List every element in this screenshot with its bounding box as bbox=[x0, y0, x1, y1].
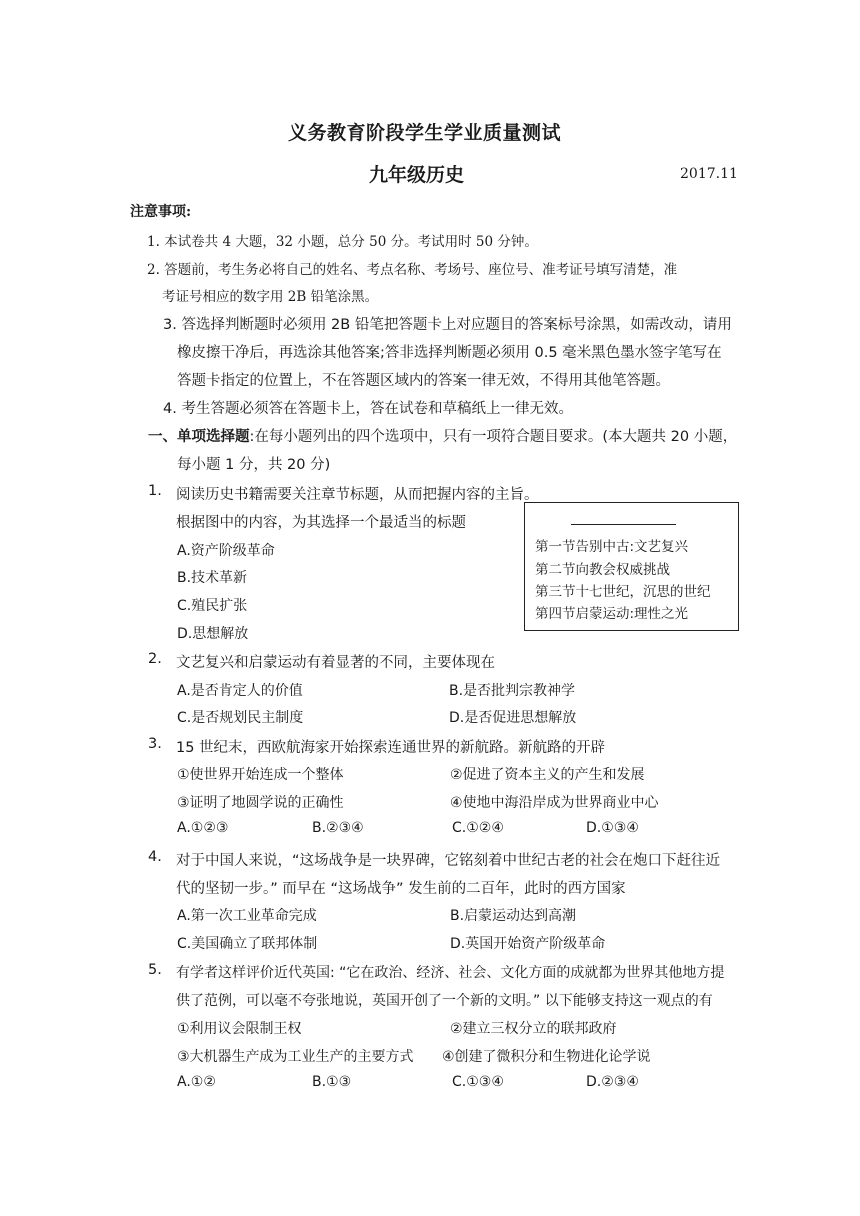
option-b: B.启蒙运动达到高潮 bbox=[450, 908, 577, 924]
option-d: D.②③④ bbox=[586, 1074, 639, 1090]
statement: ①使世界开始连成一个整体 bbox=[177, 767, 344, 783]
option-a: A.①②③ bbox=[177, 820, 229, 836]
section-desc-line2: 每小题 1 分，共 20 分) bbox=[177, 457, 331, 473]
section-title: 单项选择题 bbox=[177, 429, 250, 445]
question-number: 5. bbox=[148, 962, 162, 978]
note-item: 橡皮擦干净后，再选涂其他答案;答非选择判断题必须用 0.5 毫米黑色墨水签字笔写在 bbox=[177, 345, 722, 361]
statement: ②促进了资本主义的产生和发展 bbox=[450, 767, 645, 783]
chapter-line: 第四节启蒙运动:理性之光 bbox=[535, 606, 689, 622]
question-stem: 对于中国人来说，“这场战争是一块界碑，它铭刻着中世纪古老的社会在炮口下赶往近 bbox=[176, 853, 721, 869]
note-item: 答题卡指定的位置上，不在答题区域内的答案一律无效，不得用其他笔答题。 bbox=[177, 373, 670, 389]
option-c: C.美国确立了联邦体制 bbox=[177, 936, 318, 952]
chapter-line: 第二节向教会权威挑战 bbox=[535, 562, 670, 578]
option-d: D.是否促进思想解放 bbox=[449, 710, 577, 726]
chapter-line: 第一节告别中古:文艺复兴 bbox=[535, 539, 689, 555]
option-d: D.英国开始资产阶级革命 bbox=[450, 936, 606, 952]
question-stem: 15 世纪末，西欧航海家开始探索连通世界的新航路。新航路的开辟 bbox=[176, 740, 606, 756]
chapter-box bbox=[524, 502, 739, 631]
question-number: 1. bbox=[148, 483, 162, 499]
note-item: 考证号相应的数字用 2B 铅笔涂黑。 bbox=[162, 289, 379, 305]
question-number: 4. bbox=[148, 849, 162, 865]
statement: ④创建了微积分和生物进化论学说 bbox=[442, 1049, 651, 1065]
option-c: C.①②④ bbox=[452, 820, 504, 836]
page-subtitle: 九年级历史 bbox=[369, 164, 465, 186]
option-a: A.资产阶级革命 bbox=[177, 543, 275, 559]
option-b: B.②③④ bbox=[312, 820, 364, 836]
option-c: C.是否规划民主制度 bbox=[177, 710, 304, 726]
question-number: 2. bbox=[148, 651, 162, 667]
page-title: 义务教育阶段学生学业质量测试 bbox=[288, 122, 562, 144]
section-heading bbox=[148, 425, 737, 446]
option-b: B.①③ bbox=[312, 1074, 352, 1090]
note-item: 4. 考生答题必须答在答题卡上，答在试卷和草稿纸上一律无效。 bbox=[163, 401, 573, 417]
note-item: 1. 本试卷共 4 大题，32 小题，总分 50 分。考试用时 50 分钟。 bbox=[147, 234, 538, 250]
option-b: B.是否批判宗教神学 bbox=[449, 683, 576, 699]
option-b: B.技术革新 bbox=[177, 570, 248, 586]
question-stem: 代的坚韧一步。” 而早在 “这场战争” 发生前的二百年，此时的西方国家 bbox=[176, 881, 626, 897]
question-stem: 根据图中的内容，为其选择一个最适当的标题 bbox=[176, 515, 466, 531]
statement: ③证明了地圆学说的正确性 bbox=[177, 795, 344, 811]
option-a: A.第一次工业革命完成 bbox=[177, 908, 317, 924]
note-item: 2. 答题前，考生务必将自己的姓名、考点名称、考场号、座位号、准考证号填写清楚，准 bbox=[147, 262, 678, 278]
option-c: C.殖民扩张 bbox=[177, 598, 248, 614]
question-stem: 有学者这样评价近代英国: “它在政治、经济、社会、文化方面的成就都为世界其他地方提 bbox=[176, 965, 725, 981]
option-c: C.①③④ bbox=[452, 1074, 504, 1090]
option-d: D.①③④ bbox=[586, 820, 639, 836]
option-a: A.①② bbox=[177, 1074, 216, 1090]
option-d: D.思想解放 bbox=[177, 626, 249, 642]
statement: ②建立三权分立的联邦政府 bbox=[450, 1021, 617, 1037]
note-item: 3. 答选择判断题时必须用 2B 铅笔把答题卡上对应题目的答案标号涂黑，如需改动，请用 bbox=[163, 317, 732, 333]
statement: ③大机器生产成为工业生产的主要方式 bbox=[177, 1049, 414, 1065]
statement: ④使地中海沿岸成为世界商业中心 bbox=[450, 795, 659, 811]
exam-date: 2017.11 bbox=[680, 166, 738, 182]
chapter-line: 第三节十七世纪，沉思的世纪 bbox=[535, 584, 711, 600]
question-stem: 阅读历史书籍需要关注章节标题，从而把握内容的主旨。 bbox=[176, 487, 539, 503]
question-stem: 文艺复兴和启蒙运动有着显著的不同，主要体现在 bbox=[176, 655, 495, 671]
option-a: A.是否肯定人的价值 bbox=[177, 683, 303, 699]
statement: ①利用议会限制王权 bbox=[177, 1021, 302, 1037]
notes-heading: 注意事项: bbox=[130, 204, 192, 220]
section-desc: :在每小题列出的四个选项中，只有一项符合题目要求。(本大题共 20 小题， bbox=[249, 429, 738, 445]
title-blank-line bbox=[571, 524, 676, 525]
section-label: 一、 bbox=[148, 429, 177, 445]
question-number: 3. bbox=[148, 736, 162, 752]
question-stem: 供了范例，可以毫不夸张地说，英国开创了一个新的文明。” 以下能够支持这一观点的有 bbox=[176, 993, 713, 1009]
